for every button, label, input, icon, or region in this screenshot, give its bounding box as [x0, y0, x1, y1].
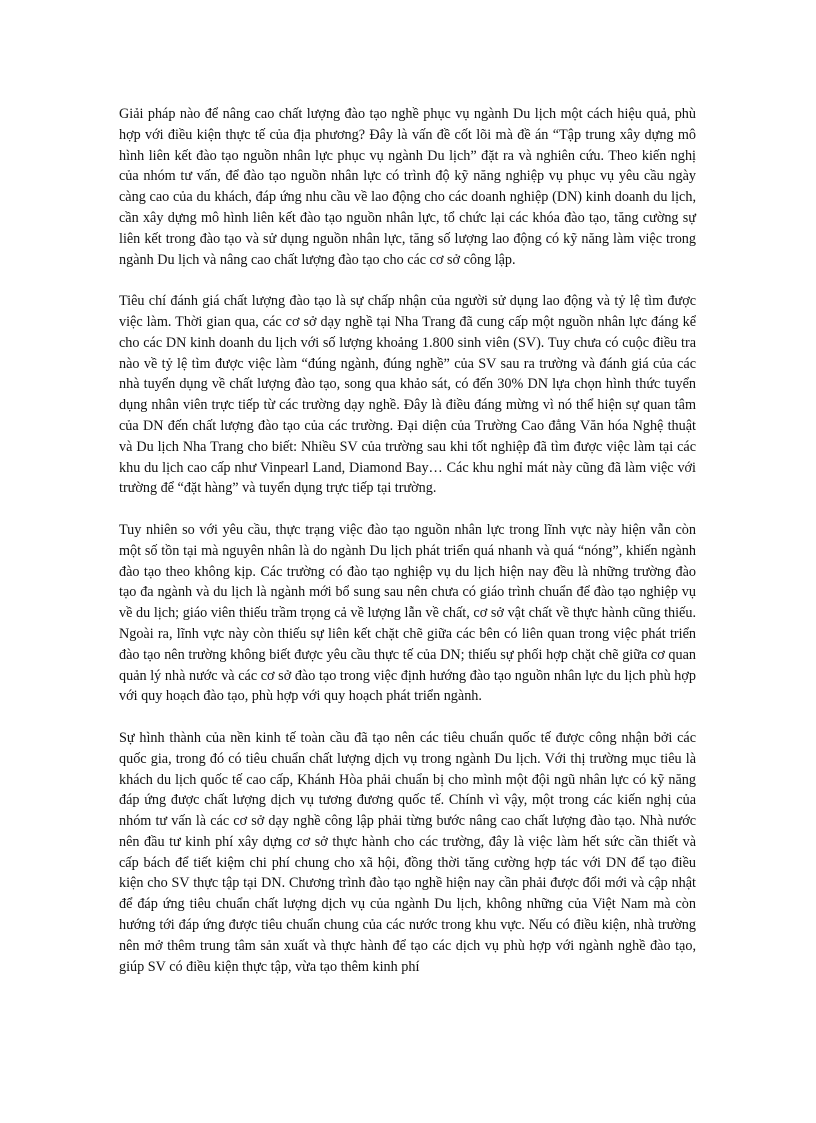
- paragraph-2: Tiêu chí đánh giá chất lượng đào tạo là sự chấp nhận của người sử dụng lao động và tỷ lệ tìm được việc làm. Thời gian qua, các cơ sở dạy nghề tại Nha Trang đã cung cấp một nguồn nhân lực đáng kể cho các DN kinh doanh du lịch với số lượng khoảng 1.800 sinh viên (SV). Tuy chưa có cuộc điều tra nào về tỷ lệ tìm được việc làm “đúng ngành, đúng nghề” của SV sau ra trường và đánh giá của các nhà tuyển dụng về chất lượng đào tạo, song qua khảo sát, có đến 30% DN lựa chọn hình thức tuyển dụng nhân viên trực tiếp từ các trường dạy nghề. Đây là điều đáng mừng vì nó thể hiện sự quan tâm của DN đến chất lượng đào tạo của các trường. Đại diện của Trường Cao đẳng Văn hóa Nghệ thuật và Du lịch Nha Trang cho biết: Nhiều SV của trường sau khi tốt nghiệp đã tìm được việc làm tại các khu du lịch cao cấp như Vinpearl Land, Diamond Bay… Các khu nghỉ mát này cũng đã làm việc với trường để “đặt hàng” và tuyển dụng trực tiếp tại trường.: [119, 293, 696, 497]
- paragraph-3: Tuy nhiên so với yêu cầu, thực trạng việc đào tạo nguồn nhân lực trong lĩnh vực này hiện vẫn còn một số tồn tại mà nguyên nhân là do ngành Du lịch phát triển quá nhanh và quá “nóng”, khiến ngành đào tạo theo không kịp. Các trường có đào tạo nghiệp vụ du lịch hiện nay đều là những trường đào tạo đa ngành và du lịch là ngành mới bổ sung sau nên chưa có giáo trình chuẩn để đào tạo nghiệp vụ về du lịch; giáo viên thiếu trầm trọng cả về lượng lẫn về chất, cơ sở vật chất về thực hành cũng thiếu. Ngoài ra, lĩnh vực này còn thiếu sự liên kết chặt chẽ giữa các bên có liên quan trong việc phát triển đào tạo nên trường không biết được yêu cầu thực tế của DN; thiếu sự phối hợp chặt chẽ giữa cơ quan quản lý nhà nước và các cơ sở đào tạo trong việc định hướng đào tạo nguồn nhân lực du lịch phù hợp với quy hoạch đào tạo, phù hợp với quy hoạch phát triển ngành.: [119, 521, 696, 705]
- paragraph-4: Sự hình thành của nền kinh tế toàn cầu đã tạo nên các tiêu chuẩn quốc tế được công nhận bởi các quốc gia, trong đó có tiêu chuẩn chất lượng dịch vụ trong ngành Du lịch. Với thị trường mục tiêu là khách du lịch quốc tế cao cấp, Khánh Hòa phải chuẩn bị cho mình một đội ngũ nhân lực có kỹ năng đáp ứng được chất lượng dịch vụ tương đương quốc tế. Chính vì vậy, một trong các kiến nghị của nhóm tư vấn là các cơ sở dạy nghề công lập phải từng bước nâng cao chất lượng đào tạo. Nhà nước nên đầu tư kinh phí xây dựng cơ sở thực hành cho các trường, đây là việc làm hết sức cần thiết và cấp bách để tiết kiệm chi phí chung cho xã hội, đồng thời tăng cường hợp tác với DN để tạo điều kiện cho SV thực tập tại DN. Chương trình đào tạo nghề hiện nay cần phải được đổi mới và cập nhật để đáp ứng tiêu chuẩn chất lượng dịch vụ của ngành Du lịch, không những của Việt Nam mà còn hướng tới đáp ứng được tiêu chuẩn chung của các nước trong khu vực. Nếu có điều kiện, nhà trường nên mở thêm trung tâm sản xuất và thực hành để tạo các dịch vụ phù hợp với ngành nghề đào tạo, giúp SV có điều kiện thực tập, vừa tạo thêm kinh phí: [119, 729, 696, 975]
- paragraph-1: Giải pháp nào để nâng cao chất lượng đào tạo nghề phục vụ ngành Du lịch một cách hiệu quả, phù hợp với điều kiện thực tế của địa phương? Đây là vấn đề cốt lõi mà đề án “Tập trung xây dựng mô hình liên kết đào tạo nguồn nhân lực phục vụ ngành Du lịch” đặt ra và nghiên cứu. Theo kiến nghị của nhóm tư vấn, để đào tạo nguồn nhân lực có trình độ kỹ năng nghiệp vụ phục vụ yêu cầu ngày càng cao của du khách, đáp ứng nhu cầu về lao động cho các doanh nghiệp (DN) kinh doanh du lịch, cần xây dựng mô hình liên kết đào tạo nguồn nhân lực, tổ chức lại các khóa đào tạo, tăng cường sự liên kết trong đào tạo và sử dụng nguồn nhân lực, tăng số lượng lao động có kỹ năng làm việc trong ngành Du lịch và nâng cao chất lượng đào tạo cho các cơ sở công lập.: [119, 106, 696, 268]
- document-body: [119, 104, 696, 977]
